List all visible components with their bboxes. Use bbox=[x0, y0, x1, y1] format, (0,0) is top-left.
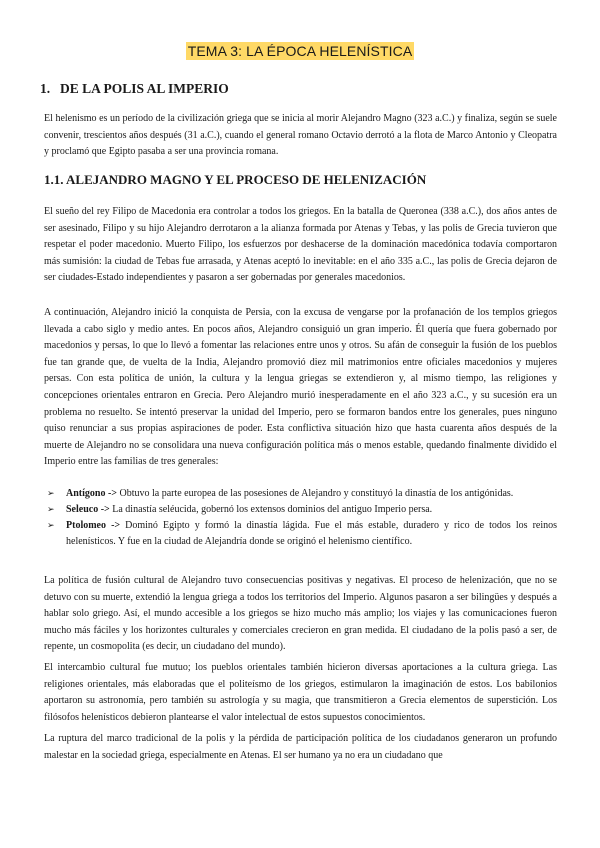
paragraph-conquista: A continuación, Alejandro inició la conquista de Persia, con la excusa de vengarse por la profanación de los templos griegos llevada a cabo siglo y medio antes. En pocos años, Alejandro consiguió un gran imperio. Él quería que fuera gobernado por macedonios y persas, lo que lo llevó a fomentar las relaciones entre unos y otros. Su afán de conseguir la fusión de los pueblos fue tan grande que, de vuelta de la India, Alejandro promovió diez mil matrimonios entre oficiales macedonios y mujeres persas. Con esta política de unión, la cultura y la lengua griegas se extendieron y, al mismo tiempo, las religiones y concepciones orientales entraron en Grecia. Pero Alejandro murió inesperadamente en el año 323 a.C., y su sucesión era un problema no resuelto. Se intentó preservar la unidad del Imperio, pero se formaron bandos entre los generales, pues ninguno quiso renunciar a sus propias aspiraciones de poder. Esta conflictiva situación hizo que hasta cuarenta años después de la muerte de Alejandro no se consolidara una nueva configuración política más o menos estable, quedando finalmente dividido el Imperio entre las familias de tres generales: bbox=[44, 307, 557, 468]
arrow-bullet-icon: ➢ bbox=[47, 489, 55, 499]
paragraph-ruptura: La ruptura del marco tradicional de la polis y la pérdida de participación política de los ciudadanos generaron un profundo malestar en la sociedad griega, especialmente en Atenas. El ser humano ya no era un ciudadano que bbox=[44, 733, 557, 761]
paragraph-filipo: El sueño del rey Filipo de Macedonia era controlar a todos los griegos. En la batalla de Queronea (338 a.C.), dos años antes de ser asesinado, Filipo y su hijo Alejandro derrotaron a la alianza formada por Atenas y Tebas, y las polis de Grecia tuvieron que respetar el poder macedonio. Muerto Filipo, los esfuerzos por deshacerse de la dominación macedónica todavía comportaron más sumisión: la ciudad de Tebas fue arrasada, y Atenas aceptó lo inevitable: en el año 335 a.C., las polis de Grecia dejaron de ser ciudades-Estado independientes y pasaron a ser gobernadas por generales macedonios. bbox=[44, 206, 557, 284]
bullet-text: Obtuvo la parte europea de las posesiones de Alejandro y constituyó la dinastía de los antigónidas. bbox=[119, 488, 514, 499]
bullet-separator: -> bbox=[111, 520, 121, 531]
bullet-text: La dinastía seléucida, gobernó los extensos dominios del antiguo Imperio persa. bbox=[112, 504, 433, 515]
bullet-separator: -> bbox=[107, 488, 117, 499]
bullet-term: Antígono bbox=[66, 488, 106, 499]
bullet-separator: -> bbox=[100, 504, 110, 515]
section-1-number: 1. bbox=[40, 81, 51, 96]
intro-paragraph: El helenismo es un período de la civilización griega que se inicia al morir Alejandro Magno (323 a.C.) y finaliza, según se suele convenir, trescientos años después (31 a.C.), cuando el general romano Octavio derrotó a la flota de Marco Antonio y Cleopatra y proclamó que Egipto pasaba a ser una provincia romana. bbox=[44, 113, 557, 158]
generals-list bbox=[44, 486, 557, 550]
bullet-term: Ptolomeo bbox=[66, 520, 106, 531]
arrow-bullet-icon: ➢ bbox=[47, 521, 55, 531]
list-item bbox=[44, 518, 557, 550]
list-item bbox=[44, 502, 557, 518]
title-container bbox=[0, 42, 600, 61]
paragraph-fusion-cultural: La política de fusión cultural de Alejandro tuvo consecuencias positivas y negativas. El proceso de helenización, que no se detuvo con su muerte, extendió la lengua griega a todos los territorios del Imperio. Algunos pasaron a ser bilingües y después a hablar solo griego. Así, el mundo accesible a los griegos se hizo mucho más amplio; los viajes y las comunicaciones fueron mucho más fáciles y los horizontes culturales y comerciales crecieron en gran medida. El ciudadano de la polis pasó a ser, de repente, un cosmopolita (es decir, un ciudadano del mundo). bbox=[44, 575, 557, 653]
document-title: TEMA 3: LA ÉPOCA HELENÍSTICA bbox=[187, 43, 413, 59]
bullet-text: Dominó Egipto y formó la dinastía lágida. Fue el más estable, duradero y rico de todos los reinos helenísticos. Y fue en la ciudad de Alejandría donde se originó el helenismo científico. bbox=[66, 520, 558, 547]
section-1-1-heading: 1.1. ALEJANDRO MAGNO Y EL PROCESO DE HELENIZACIÓN bbox=[44, 172, 427, 187]
list-item bbox=[44, 486, 557, 502]
section-1-title: DE LA POLIS AL IMPERIO bbox=[60, 81, 229, 96]
bullet-term: Seleuco bbox=[66, 504, 99, 515]
arrow-bullet-icon: ➢ bbox=[47, 505, 55, 515]
section-1-heading bbox=[40, 81, 229, 97]
paragraph-intercambio: El intercambio cultural fue mutuo; los pueblos orientales también hicieron diversas aportaciones a la cultura griega. Las religiones orientales, más elaboradas que el politeísmo de los griegos, estimularon la imaginación de estos. Los babilonios aportaron su astronomía, pero también su astrología y su magia, que transmitieron a Grecia elementos de superstición. Los filósofos helenísticos debieron plantearse el valor intelectual de estos supuestos conocimientos. bbox=[44, 662, 557, 723]
